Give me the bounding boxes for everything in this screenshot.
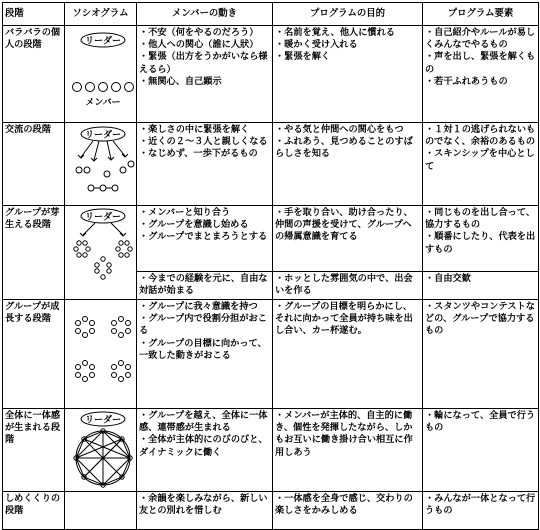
table-row (3, 492, 539, 530)
list-item: ・他人への関心（誰に人狀） (139, 39, 259, 51)
sociogram-closing (65, 492, 137, 530)
header-program-purpose: プログラムの目的 (273, 3, 423, 26)
list-item: ・名前を覚え、他人に慣れる (275, 27, 395, 38)
leader-label: リーダー (84, 212, 122, 223)
list-item: ・ホッとした雰囲気の中で、出会いを作る (275, 273, 413, 297)
leader-label: リーダー (84, 36, 122, 47)
member-movement-cell (137, 409, 273, 492)
program-elements-cell (423, 492, 539, 530)
stage-cell: バラバラの個人の段階 (3, 26, 65, 123)
stage-cell: しめくくりの段階 (3, 492, 65, 530)
leader-label: リーダー (84, 415, 122, 426)
member-movement-cell (137, 492, 273, 530)
table-row (3, 300, 539, 409)
table-row (3, 123, 539, 206)
program-purpose-cell (273, 206, 423, 272)
list-item: ・不安（何をやるのだろう） (139, 27, 259, 38)
sociogram-unity (65, 409, 137, 492)
list-item: ・なじめず、一歩下がるもの (139, 148, 258, 160)
list-item: ・グループを越え、全体に一体感、連帯感が生まれる (139, 410, 268, 434)
sociogram-group-growth (65, 300, 137, 409)
list-item: ・自己紹介やルールが易しくみんなでやるもの (425, 27, 536, 51)
member-movement-cell (137, 26, 273, 123)
program-elements-cell (423, 272, 539, 300)
list-item: ・暖かく受け入れる (275, 39, 358, 51)
stage-cell: 全体に一体感が生まれる段階 (3, 409, 65, 492)
program-stage-table (2, 2, 539, 530)
member-movement-cell (137, 206, 273, 272)
list-item: ・１対１の逃げられないものでなく、余裕のあるもの (425, 124, 536, 148)
list-item: ・自由交歓 (425, 273, 471, 284)
list-item: ・グループに我々意識を持つ (139, 301, 258, 312)
list-item: ・グループを意識し始める (139, 219, 249, 231)
sociogram-group-forming (65, 206, 137, 300)
program-elements-cell (423, 300, 539, 409)
stage-cell: グループが芽生える段階 (3, 206, 65, 300)
list-item: ・今までの経験を元に、自由な対話が始まる (139, 273, 268, 297)
list-item: ・同じものを出し合って、協力するもの (425, 207, 536, 231)
list-item: ・グループの目標を明らかにし、それに向かって全員が持ち味を出し合い、カー杯遂む。 (275, 301, 413, 337)
list-item: ・メンバーが主体的、自主的に働き、個性を発揮したながら、しかもお互いに働き掛け合い相互に作用しあう (275, 410, 413, 458)
list-item: ・楽しさの中に緊張を解く (139, 124, 250, 135)
list-item: ・順番にしたり、代表を出すもの (425, 231, 536, 255)
list-item: ・輪になって、全員で行うもの (425, 410, 536, 434)
header-program-elements: プログラム要素 (423, 3, 539, 26)
list-item: ・若干ふれあうもの (425, 75, 508, 87)
header-member-movement: メンバーの動き (137, 3, 273, 26)
program-elements-cell (423, 206, 539, 272)
list-item: ・やる気と仲間への関心をもつ (275, 124, 404, 135)
program-purpose-cell (273, 26, 423, 123)
list-item: ・ふれあう、見つめることのすばらしさを知る (275, 136, 413, 160)
sociogram-scattered (65, 26, 137, 123)
list-item: ・手を取り合い、助け合ったり、仲間の声援を受けて、グループへの帰属意識を育てる (275, 207, 413, 243)
list-item: ・近くの２～３人と親しくなる (139, 136, 268, 148)
list-item: ・余韻を楽しみながら、新しい友との別れを惜しむ (139, 493, 268, 517)
program-elements-cell (423, 409, 539, 492)
list-item: ・みんなが一体となって行うもの (425, 493, 536, 517)
table-row (3, 206, 539, 272)
list-item: ・スキンシップを中心として (425, 148, 535, 172)
header-stage: 段階 (3, 3, 65, 26)
stage-cell: グループが成長する段階 (3, 300, 65, 409)
list-item: ・グループ内で役割分担がおこる (139, 313, 267, 337)
table-row (3, 26, 539, 123)
program-purpose-cell (273, 272, 423, 300)
member-movement-cell (137, 123, 273, 206)
list-item: ・グループでまとまろうとする (139, 231, 268, 243)
program-elements-cell (423, 26, 539, 123)
member-movement-cell (137, 300, 273, 409)
header-row (3, 3, 539, 26)
table-row (3, 409, 539, 492)
members-label: メンバー (85, 98, 121, 108)
leader-label: リーダー (84, 130, 122, 141)
program-purpose-cell (273, 492, 423, 530)
list-item: ・声を出し、緊張を解くもの (425, 51, 536, 75)
program-purpose-cell (273, 409, 423, 492)
member-movement-cell (137, 272, 273, 300)
list-item: ・緊張を解く (275, 51, 331, 63)
list-item: ・スタンツやコンテストなどの、グループで協力するもの (425, 301, 535, 337)
stage-cell: 交流の段階 (3, 123, 65, 206)
list-item: ・全体が主体的にのびのびと、ダイナミックに働く (139, 434, 268, 458)
list-item: ・メンバーと知り合う (139, 207, 231, 218)
list-item: ・一体感を全身で感じ、交わりの楽しさをかみしめる (275, 493, 413, 517)
sociogram-interaction (65, 123, 137, 206)
list-item: ・無関心、自己顕示 (139, 75, 222, 87)
program-elements-cell (423, 123, 539, 206)
list-item: ・緊張（出方をうかがいなら様えるら） (139, 51, 268, 75)
header-sociogram: ソシオグラム (65, 3, 137, 26)
program-purpose-cell (273, 300, 423, 409)
program-purpose-cell (273, 123, 423, 206)
list-item: ・グループの目標に向かって、一致した動きがおこる (139, 337, 267, 361)
